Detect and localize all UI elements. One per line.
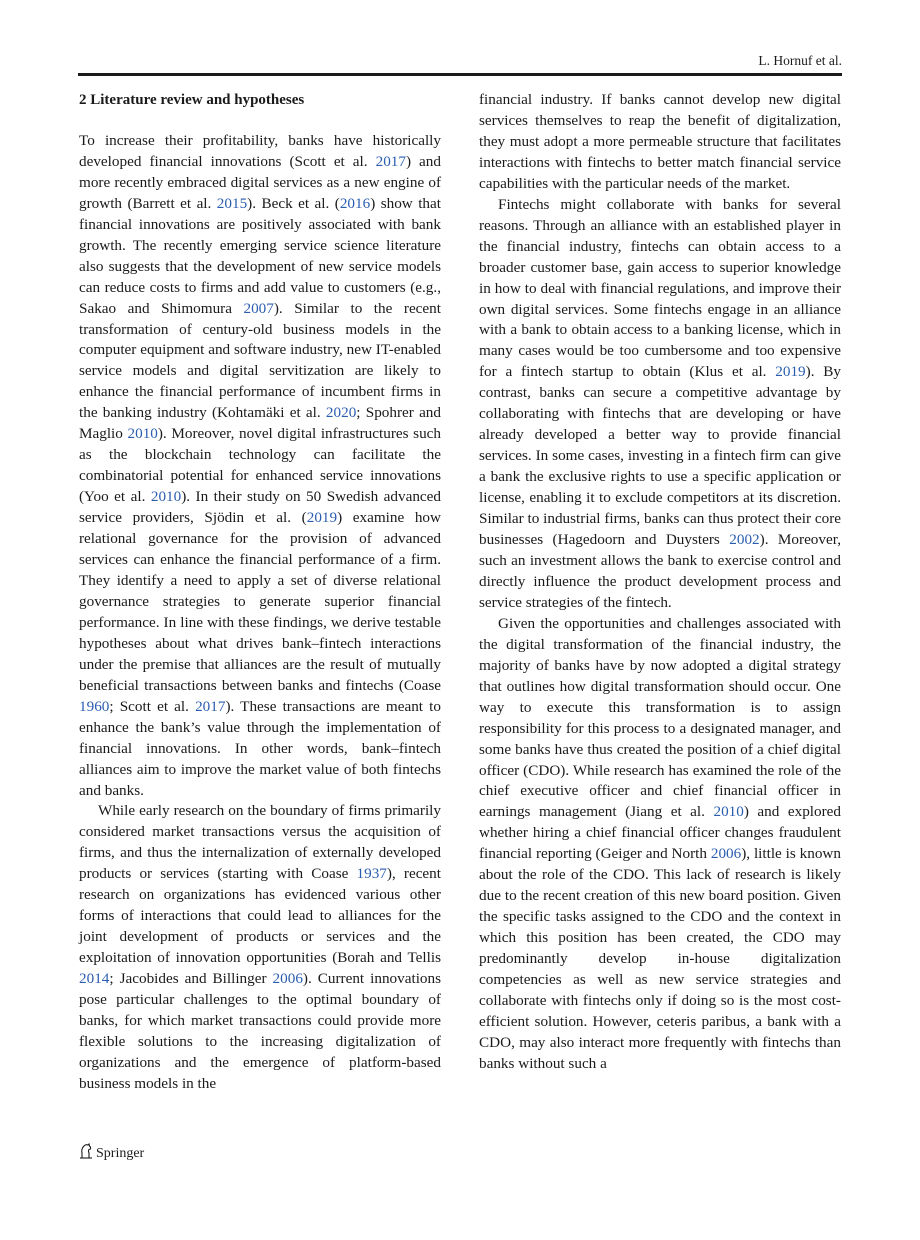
citation-link[interactable]: 2010 [150, 488, 182, 506]
citation-link[interactable]: 2014 [79, 970, 110, 988]
running-head: L. Hornuf et al. [758, 53, 842, 68]
citation-link[interactable]: 2016 [339, 194, 371, 212]
citation-link[interactable]: 2006 [710, 845, 742, 863]
citation-link[interactable]: 2020 [325, 404, 357, 422]
paragraph: To increase their profitability, banks have historically developed financial innovations (Scott et al. 2017) and more recently embraced digital services as a new engine of growth (Barrett et al. 2015). Beck et al. (2016) show that financial innovations are positively associated with bank growth. The recently emerging service science literature also suggests that the development of new service models can reduce costs to firms and add value to customers (e.g., Sakao and Shimomura 2007). Similar to the recent transformation of century-old business models in the computer equipment and software industry, new IT-enabled service models and digital servitization are likely to enhance the financial performance of incumbent firms in the banking industry (Kohtamäki et al. 2020; Spohrer and Maglio 2010). Moreover, novel digital infrastructures such as the blockchain technology can facilitate the combinatorial potential for enhanced service innovations (Yoo et al. 2010). In their study on 50 Swedish advanced service providers, Sjödin et al. (2019) examine how relational governance for the provision of advanced services can enhance the financial performance of a firm. They identify a need to apply a set of diverse relational governance strategies to generate superior financial performance. In line with these findings, we derive testable hypotheses about what drives bank–fintech interactions under the premise that alliances are the result of mutually beneficial transactions between banks and fintechs (Coase 1960; Scott et al. 2017). These transactions are meant to enhance the bank’s value through the implementation of financial innovations. In other words, bank–fintech alliances aim to improve the market value of both fintechs and banks. [79, 131, 442, 799]
left-column [79, 90, 441, 1095]
citation-link[interactable]: 2010 [713, 803, 744, 821]
citation-link[interactable]: 2002 [729, 531, 760, 549]
publisher-footer [79, 1143, 144, 1164]
paragraph: While early research on the boundary of firms primarily considered market transactions versus the acquisition of firms, and thus the internalization of externally developed products or services (starting with Coase 1937), recent research on organizations has evidenced various other forms of interactions that could lead to alliances for the joint development of products or services and the exploitation of innovation opportunities (Borah and Tellis 2014; Jacobides and Billinger 2006). Current innovations pose particular challenges to the optimal boundary of banks, for which market transactions could provide more flexible solutions to the increasing digitalization of organizations and the emergence of platform-based business models in the [79, 802, 442, 1092]
citation-link[interactable]: 2010 [127, 425, 158, 443]
citation-link[interactable]: 2015 [216, 194, 248, 212]
citation-link[interactable]: 2017 [195, 697, 226, 715]
springer-horse-icon [79, 1143, 96, 1164]
right-column [479, 90, 841, 1075]
citation-link[interactable]: 2006 [272, 970, 303, 988]
publisher-name: Springer [96, 1145, 145, 1161]
section-heading: 2 Literature review and hypotheses [79, 92, 305, 108]
paragraph: financial industry. If banks cannot develop new digital services themselves to reap the benefit of digitalization, they must adopt a more permeable structure that facilitates interactions with fintechs to better match financial service capabilities with the particular needs of the market. [479, 91, 841, 192]
citation-link[interactable]: 2017 [375, 152, 406, 170]
citation-link[interactable]: 2007 [243, 299, 274, 317]
citation-link[interactable]: 2019 [775, 363, 806, 381]
citation-link[interactable]: 1937 [356, 865, 387, 883]
citation-link[interactable]: 2019 [306, 509, 338, 527]
paragraph: Fintechs might collaborate with banks for several reasons. Through an alliance with an established player in the financial industry, fintechs can obtain access to a broader customer base, gain access to superior knowledge in how to deal with financial regulations, and improve their own digital services. Some fintechs engage in an alliance with a bank to obtain access to a banking license, which in many cases would be too cumbersome and too expensive for a fintech startup to obtain (Klus et al. 2019). By contrast, banks can secure a competitive advantage by collaborating with fintechs that are developing or have already developed a better way to provide financial services. In some cases, investing in a fintech firm can give a bank the exclusive rights to use a specific application or license, enabling it to exclude competitors at its discretion. Similar to industrial firms, banks can thus protect their core businesses (Hagedoorn and Duysters 2002). Moreover, such an investment allows the bank to exercise control and directly influence the product development process and service strategies of the fintech. [479, 195, 842, 611]
citation-link[interactable]: 1960 [79, 697, 110, 715]
paragraph: Given the opportunities and challenges associated with the digital transformation of the financial industry, the majority of banks have by now adopted a digital strategy that outlines how digital transformation should occur. One way to execute this transformation is to assign responsibility for this process to a designated manager, and some banks have thus created the position of a chief digital officer (CDO). While research has examined the role of the chief executive officer and chief financial officer in earnings management (Jiang et al. 2010) and explored whether hiring a chief financial officer changes fraudulent financial reporting (Geiger and North 2006), little is known about the role of the CDO. This lack of research is likely due to the recent creation of this new board position. Given the specific tasks assigned to the CDO and the context in which this position has been created, the CDO may predominantly develop in-house digitalization competencies as well as new service strategies and collaborate with fintechs only if doing so is the most cost-efficient solution. However, ceteris paribus, a bank with a CDO, may also interact more frequently with fintechs than banks without such a [479, 614, 841, 1072]
header-rule [78, 73, 842, 76]
